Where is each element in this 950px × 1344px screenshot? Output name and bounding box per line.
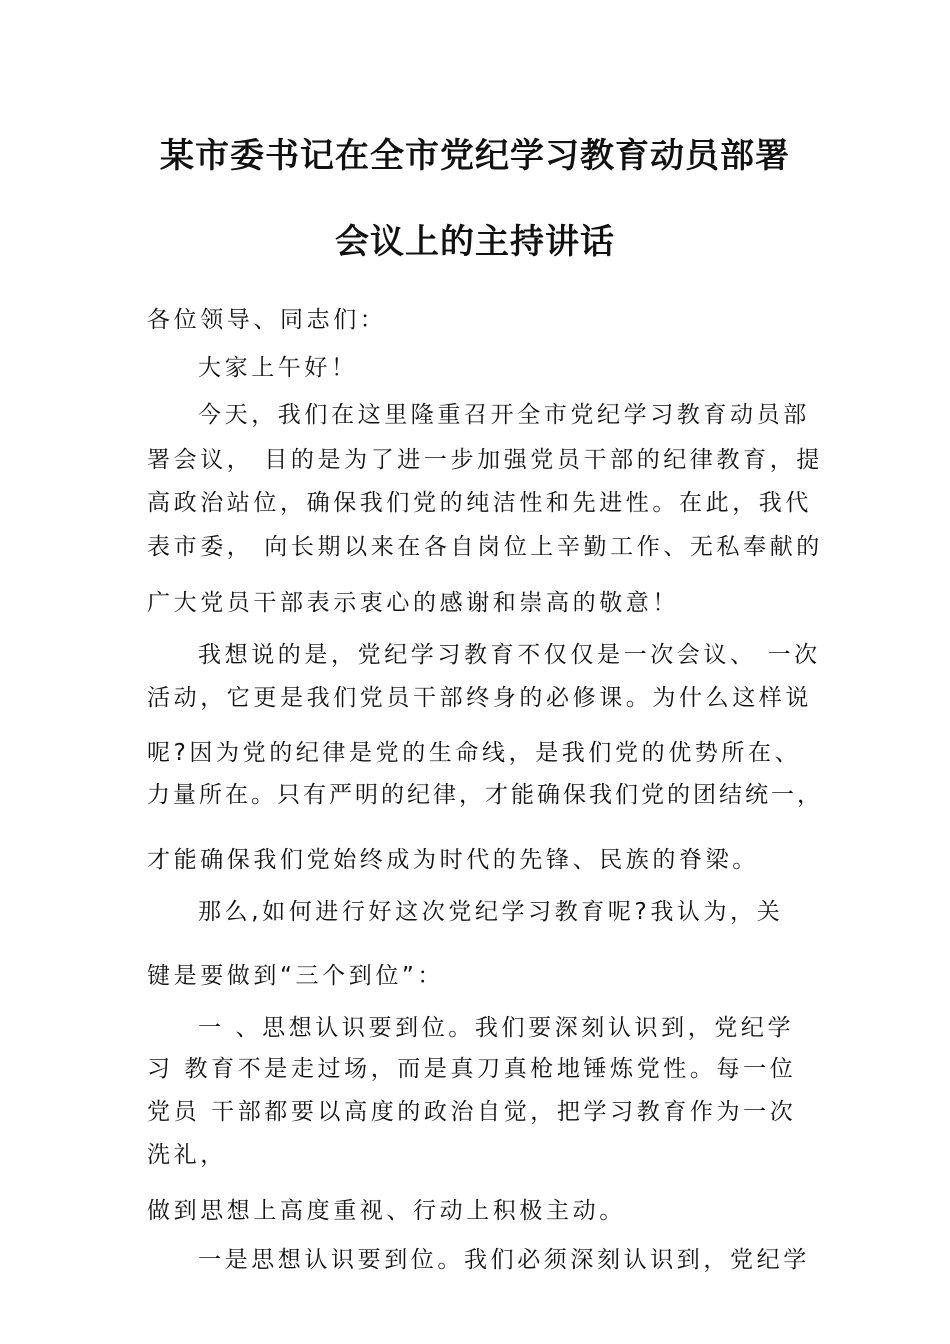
salutation: 各位领导、同志们： [147,307,387,333]
body-line: 署会议， 目的是为了进一步加强党员干部的纪律教育，提 [147,447,823,473]
body-line: 做到思想上高度重视、行动上积极主动。 [147,1198,626,1224]
body-line: 活动，它更是我们党员干部终身的必修课。为什么这样说 [147,685,812,711]
body-line: 习 教育不是走过场，而是真刀真枪地锤炼党性。每一位 [147,1056,797,1082]
body-line: 一是思想认识要到位。我们必须深刻认识到，党纪学 [198,1247,810,1273]
body-line: 广大党员干部表示衷心的感谢和崇高的敬意！ [147,590,679,616]
body-line: 呢?因为党的纪律是党的生命线，是我们党的优势所在、 [147,740,802,766]
document-title-line-2: 会议上的主持讲话 [335,222,615,262]
body-line: 今天，我们在这里隆重召开全市党纪学习教育动员部 [198,402,810,428]
body-line: 力量所在。只有严明的纪律，才能确保我们党的团结统一， [147,782,823,808]
body-line: 才能确保我们党始终成为时代的先锋、民族的脊梁。 [147,847,759,873]
body-line: 键是要做到“三个到位”： [147,963,445,989]
document-title-line-1: 某市委书记在全市党纪学习教育动员部署 [160,136,790,176]
greeting: 大家上午好！ [198,355,358,381]
body-line: 表市委， 向长期以来在各自岗位上辛勤工作、无私奉献的 [147,534,823,560]
body-line: 一 、思想认识要到位。我们要深刻认识到，党纪学 [198,1015,795,1041]
body-line: 洗礼， [147,1142,227,1168]
body-line: 那么,如何进行好这次党纪学习教育呢?我认为，关 [198,899,784,925]
body-line: 我想说的是，党纪学习教育不仅仅是一次会议、 一次 [198,642,821,668]
body-line: 党员 干部都要以高度的政治自觉，把学习教育作为一次 [147,1099,797,1125]
body-line: 高政治站位，确保我们党的纯洁性和先进性。在此，我代 [147,490,812,516]
